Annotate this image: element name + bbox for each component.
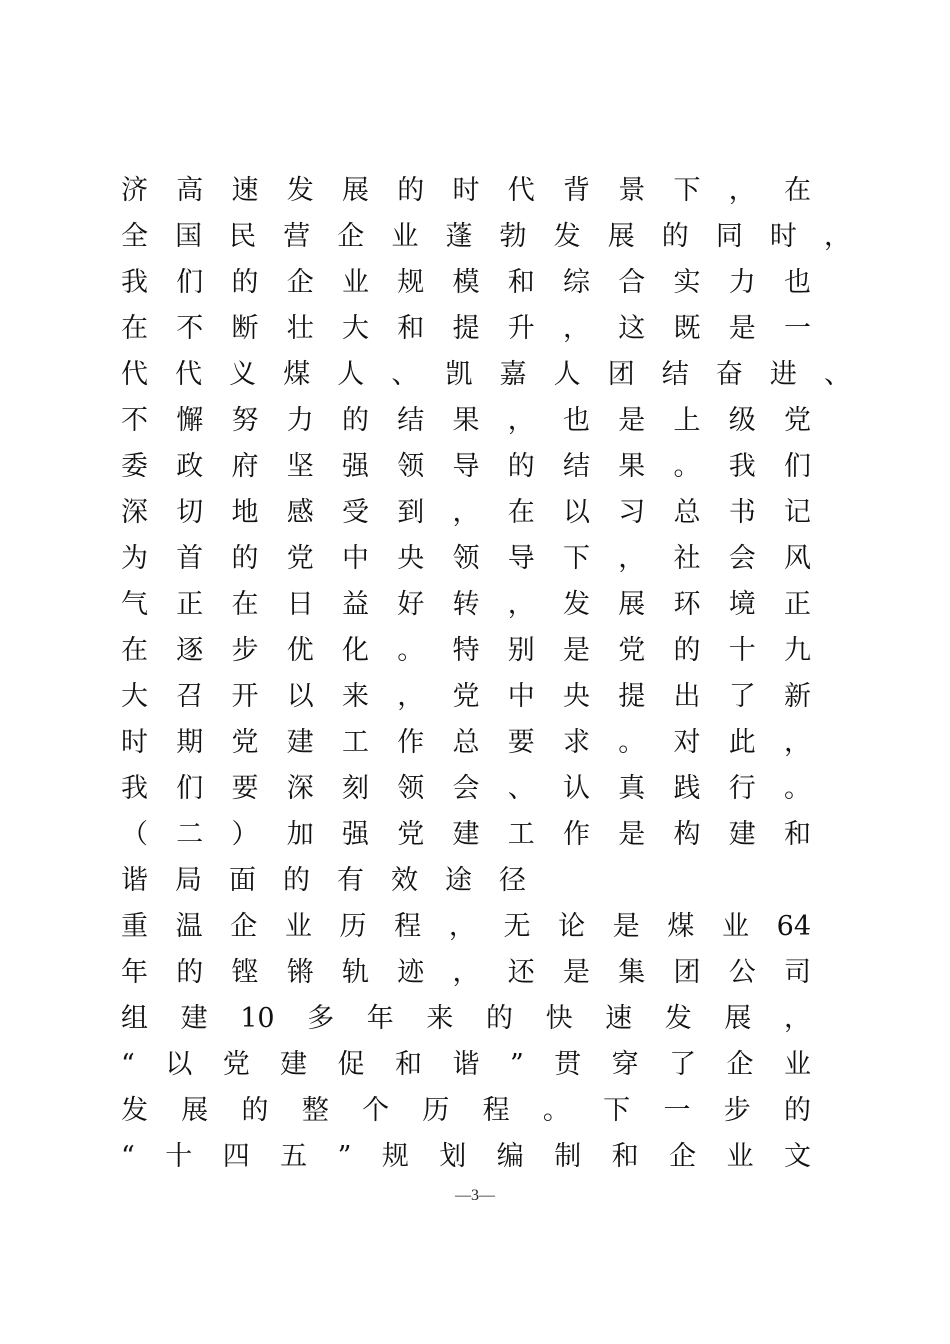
body-text-line: 大召开以来，党中央提出了新 xyxy=(121,681,811,712)
body-text-line: “十四五”规划编制和企业文 xyxy=(121,1141,811,1172)
body-text-line: 济高速发展的时代背景下，在 xyxy=(121,175,811,206)
body-text-line: 不懈努力的结果，也是上级党 xyxy=(121,405,811,436)
body-text-line: 气正在日益好转，发展环境正 xyxy=(121,589,811,620)
body-text-line: 在不断壮大和提升，这既是一 xyxy=(121,313,811,344)
body-text-line: 我们要深刻领会、认真践行。 xyxy=(121,773,811,804)
section-heading-line: （二）加强党建工作是构建和 xyxy=(121,819,811,850)
section-heading-line: 谐局面的有效途径 xyxy=(121,865,553,896)
body-text-line: 在逐步优化。特别是党的十九 xyxy=(121,635,811,666)
page-number: —3— xyxy=(455,1187,495,1204)
body-text-line: 重温企业历程，无论是煤业64 xyxy=(121,911,811,942)
body-text-line: 委政府坚强领导的结果。我们 xyxy=(121,451,811,482)
body-text-line: 时期党建工作总要求。对此， xyxy=(121,727,811,758)
body-text-line: 年的铿锵轨迹，还是集团公司 xyxy=(121,957,811,988)
body-text-line: 全国民营企业蓬勃发展的同时， xyxy=(121,221,851,252)
body-text-line: “以党建促和谐”贯穿了企业 xyxy=(121,1049,811,1080)
body-text-line: 我们的企业规模和综合实力也 xyxy=(121,267,811,298)
body-text-line: 组建10多年来的快速发展， xyxy=(121,1003,811,1034)
body-text-line: 深切地感受到，在以习总书记 xyxy=(121,497,811,528)
body-text-line: 代代义煤人、凯嘉人团结奋进、 xyxy=(121,359,851,390)
body-text-line: 为首的党中央领导下，社会风 xyxy=(121,543,811,574)
body-text-line: 发展的整个历程。下一步的 xyxy=(121,1095,811,1126)
